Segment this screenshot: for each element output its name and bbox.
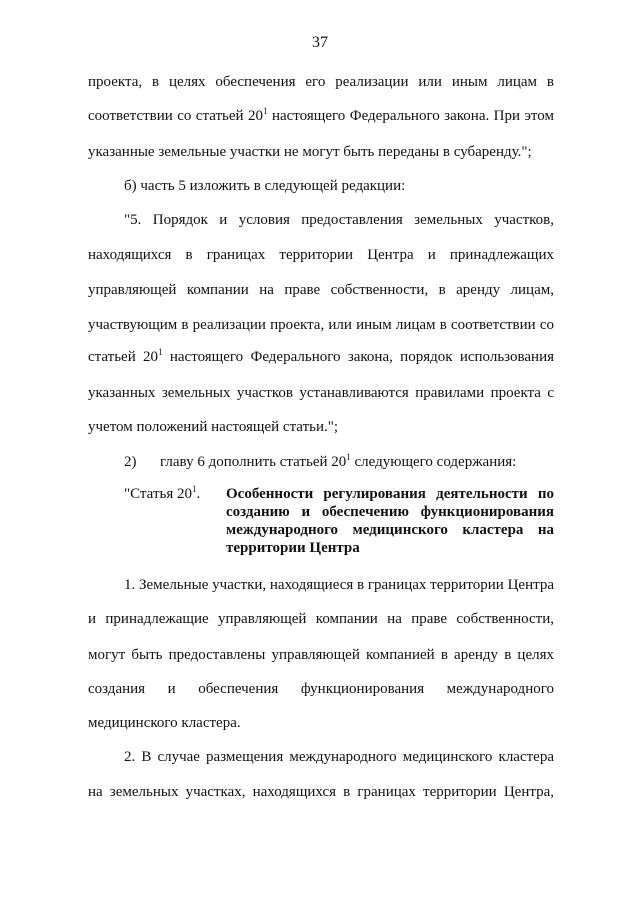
text-line: "5. Порядок и условия предоставления земельных участков, — [124, 212, 554, 228]
list-marker: 2) — [124, 454, 137, 470]
text-line: проекта, в целях обеспечения его реализации или иным лицам в — [88, 74, 554, 90]
text-fragment: настоящего Федерального закона. При этом — [267, 108, 554, 124]
article-title-line: созданию и обеспечению функционирования — [226, 504, 554, 520]
text-fragment: статьей 20 — [88, 349, 159, 365]
text-line: участвующим в реализации проекта, или иным лицам в соответствии со — [88, 317, 554, 333]
text-line: медицинского кластера. — [88, 715, 241, 731]
superscript: 1 — [263, 106, 268, 116]
text-line — [88, 348, 554, 366]
text-fragment: следующего содержания: — [350, 454, 517, 470]
superscript: 1 — [191, 484, 197, 494]
text-line: б) часть 5 изложить в следующей редакции: — [124, 178, 406, 194]
page-number: 37 — [312, 34, 328, 51]
text-line: указанных земельных участков устанавливаются правилами проекта с — [88, 385, 554, 401]
superscript: 1 — [346, 452, 351, 462]
text-line: на земельных участках, находящихся в границах территории Центра, — [88, 784, 554, 800]
text-fragment: . — [196, 486, 201, 502]
text-fragment: главу 6 дополнить статьей 20 — [160, 454, 347, 470]
text-line: управляющей компании на праве собственности, в аренду лицам, — [88, 282, 554, 298]
text-fragment: "Статья 20 — [124, 486, 192, 502]
text-line: 1. Земельные участки, находящиеся в границах территории Центра — [124, 577, 554, 593]
superscript: 1 — [158, 347, 163, 357]
text-line — [88, 107, 554, 125]
article-title — [226, 485, 554, 557]
text-line: могут быть предоставлены управляющей компанией в аренду в целях — [88, 647, 554, 663]
list-item-text — [160, 453, 516, 471]
article-title-line: территории Центра — [226, 540, 360, 556]
text-fragment: соответствии со статьей 20 — [88, 108, 264, 124]
text-line: находящихся в границах территории Центра и принадлежащих — [88, 247, 554, 263]
text-line: 2. В случае размещения международного медицинского кластера — [124, 749, 554, 765]
text-line: и принадлежащие управляющей компании на праве собственности, — [88, 611, 554, 627]
article-label — [124, 485, 200, 503]
article-title-line: международного медицинского кластера на — [226, 522, 554, 538]
text-line: создания и обеспечения функционирования международного — [88, 681, 554, 697]
text-fragment: настоящего Федерального закона, порядок использования — [162, 349, 554, 365]
article-title-line: Особенности регулирования деятельности по — [226, 486, 554, 502]
text-line: указанные земельные участки не могут быть переданы в субаренду."; — [88, 144, 532, 160]
text-line: учетом положений настоящей статьи."; — [88, 419, 339, 435]
